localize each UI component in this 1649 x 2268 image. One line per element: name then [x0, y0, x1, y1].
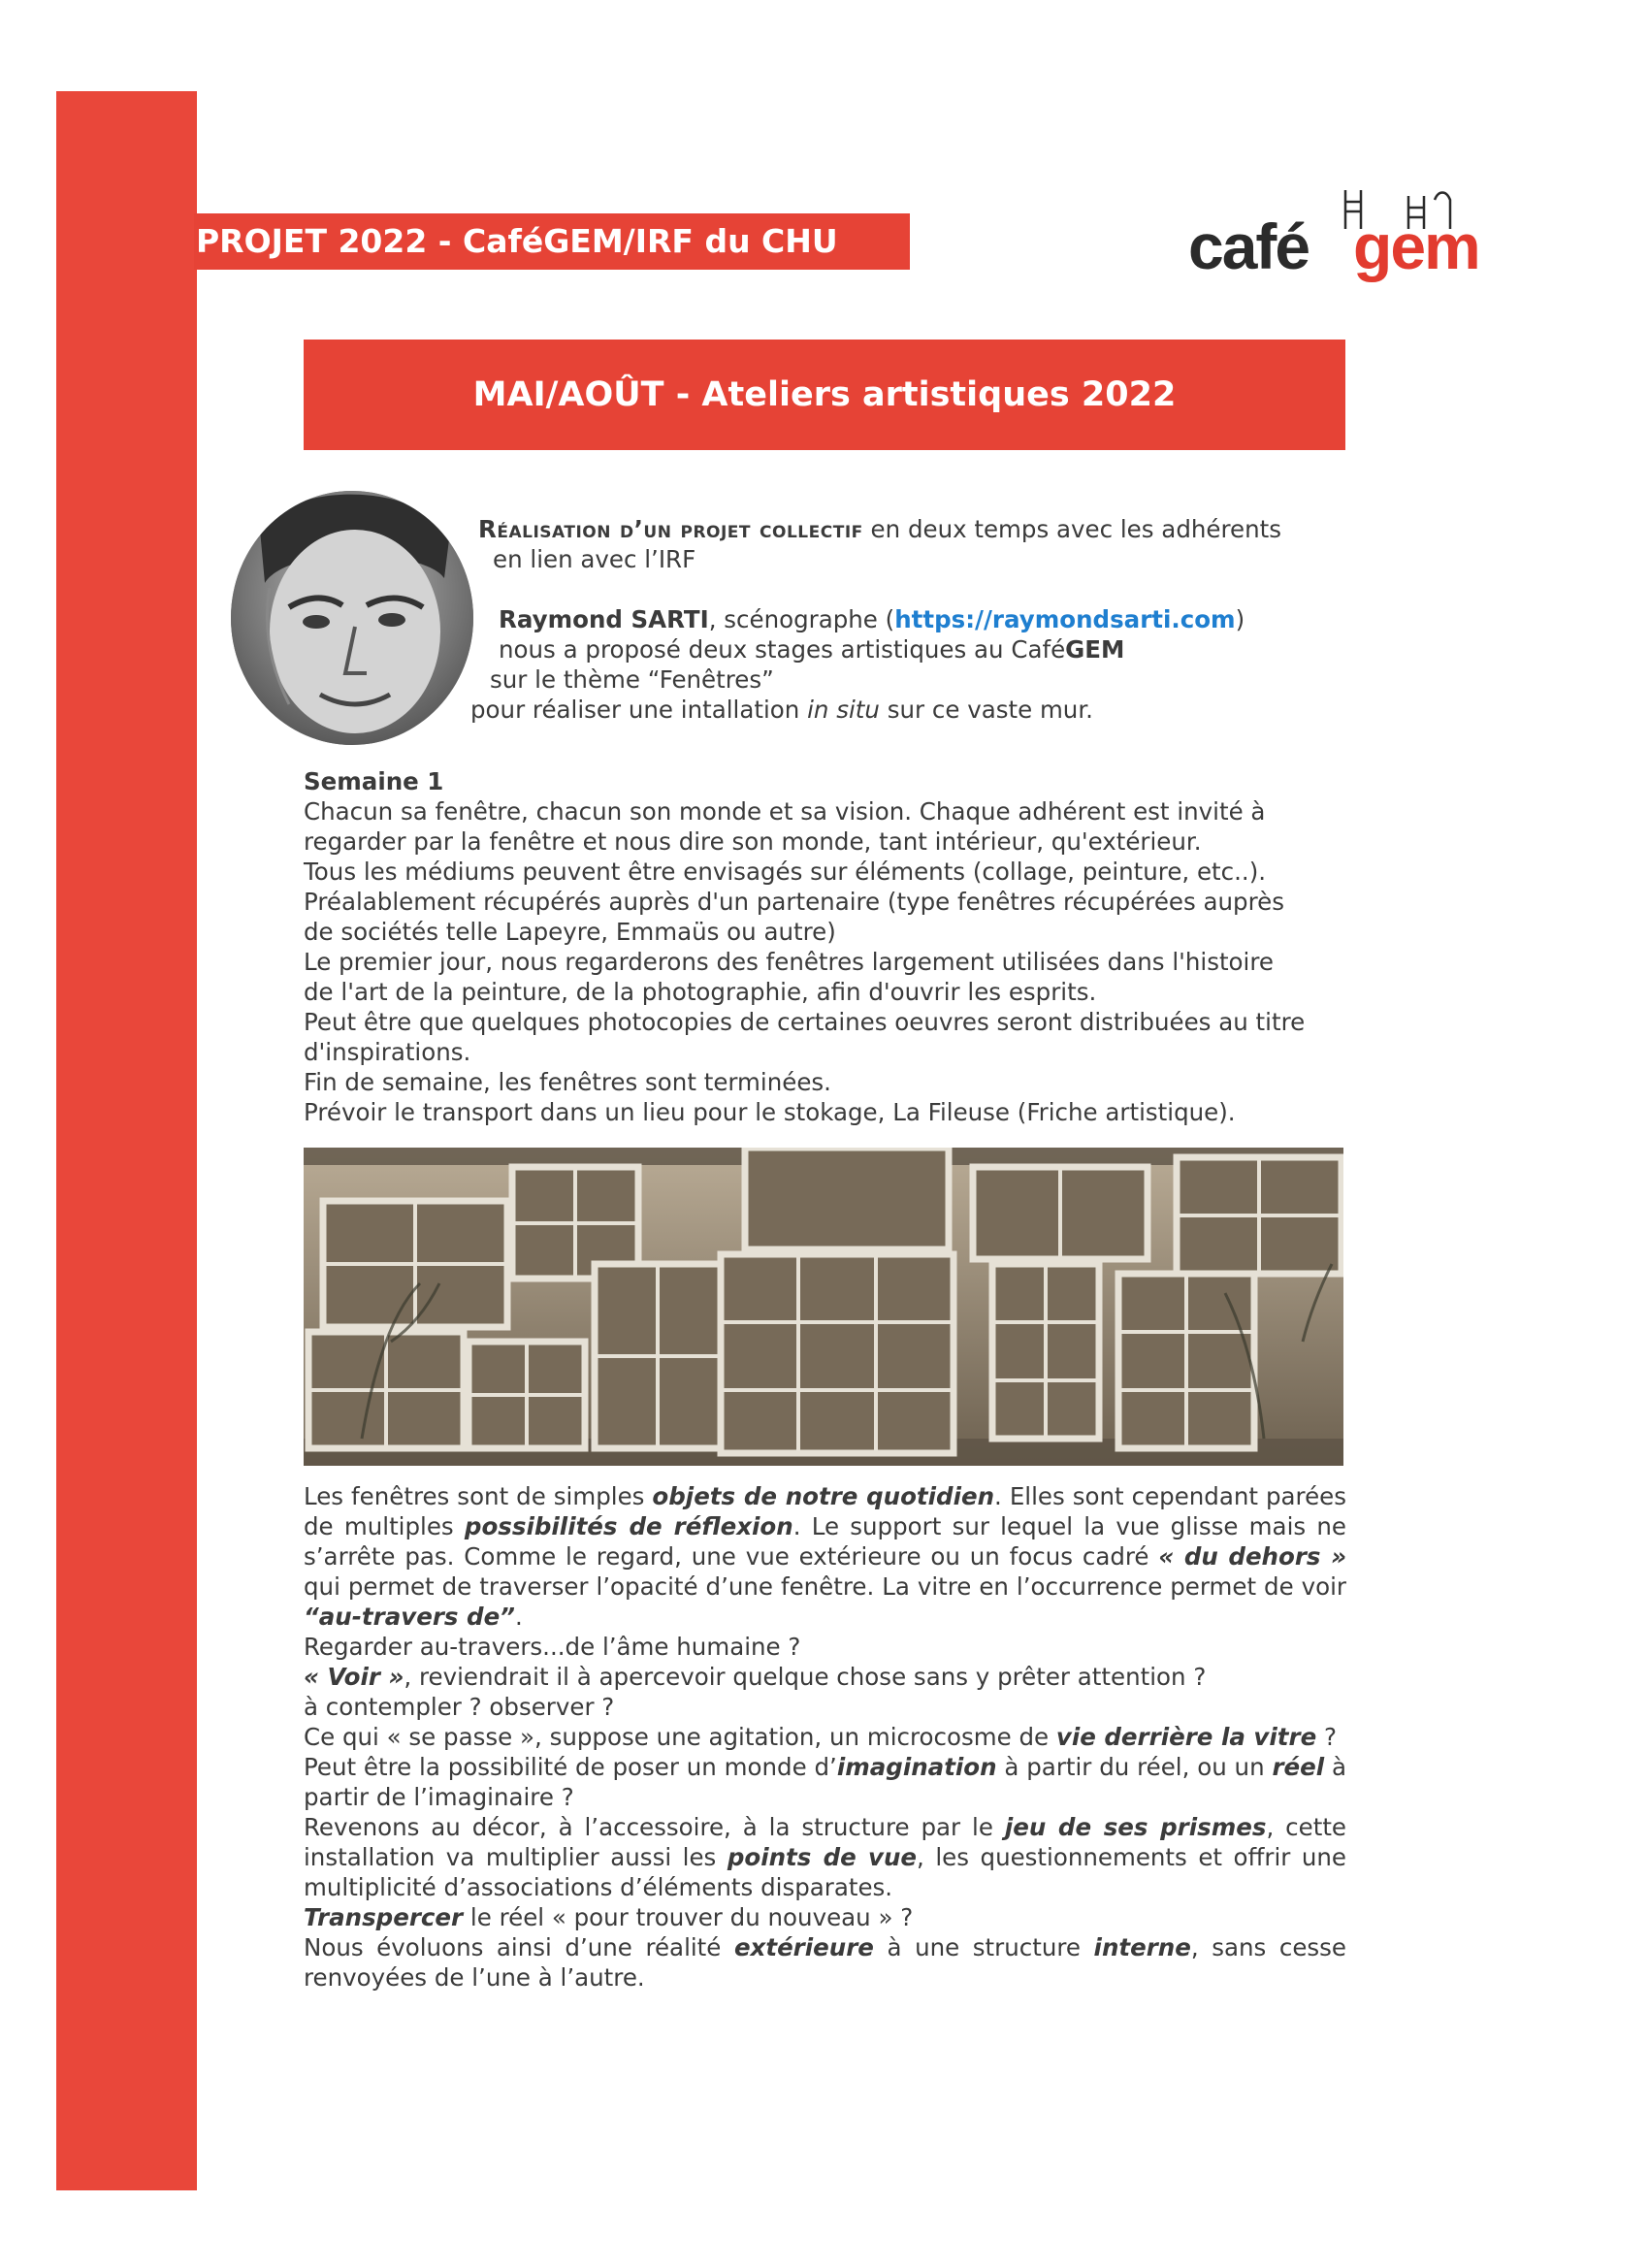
essay-text: Les fenêtres sont de simples	[304, 1482, 653, 1510]
intro-line6a: pour réaliser une intallation	[470, 696, 808, 724]
intro-line2: en lien avec l’IRF	[493, 545, 696, 573]
artist-name: Raymond SARTI	[499, 605, 709, 633]
intro-line4a: nous a proposé deux stages artistiques au Café	[499, 635, 1066, 664]
intro-line4b: GEM	[1065, 635, 1125, 664]
essay-text: qui permet de traverser l’opacité d’une fenêtre. La vitre en l’occurrence permet de voir	[304, 1572, 1346, 1601]
essay-text: , sans cesse renvoyées de l’une à l’autre.	[304, 1933, 1346, 1992]
essay-emphasis: points de vue	[727, 1843, 918, 1871]
essay-line	[304, 1722, 1346, 1752]
essay-text: à partir de l’imaginaire ?	[304, 1753, 1346, 1811]
week1-section	[304, 766, 1346, 1127]
week1-heading: Semaine 1	[304, 767, 444, 795]
essay-emphasis: extérieure	[733, 1933, 874, 1961]
essay-emphasis: « du dehors »	[1158, 1542, 1347, 1571]
essay-line	[304, 1932, 1346, 1993]
week1-line: Chacun sa fenêtre, chacun son monde et sa vision. Chaque adhérent est invité à	[304, 797, 1266, 826]
week1-line: Fin de semaine, les fenêtres sont terminées.	[304, 1068, 831, 1096]
essay-line	[304, 1752, 1346, 1812]
essay-text: le réel « pour trouver du nouveau » ?	[463, 1903, 914, 1931]
artist-website-link[interactable]: https://raymondsarti.com	[894, 605, 1236, 633]
intro-line6b: in situ	[807, 696, 880, 724]
page-title: MAI/AOÛT - Ateliers artistiques 2022	[304, 340, 1345, 450]
red-sidebar-stripe	[56, 91, 197, 2190]
essay-text: Nous évoluons ainsi d’une réalité	[304, 1933, 734, 1961]
essay-line	[304, 1812, 1346, 1902]
essay-line: Regarder au-travers...de l’âme humaine ?	[304, 1633, 801, 1661]
intro-text	[466, 514, 1368, 725]
artist-role-close: )	[1235, 605, 1245, 633]
essay-emphasis: « Voir »	[304, 1663, 404, 1691]
essay-emphasis: Transpercer	[304, 1903, 464, 1931]
logo-text-cafe: café	[1188, 211, 1310, 282]
essay-line	[304, 1662, 1346, 1692]
intro-line5: sur le thème “Fenêtres”	[490, 665, 774, 694]
week1-line: Prévoir le transport dans un lieu pour le stokage, La Fileuse (Friche artistique).	[304, 1098, 1236, 1126]
essay-text: . Elles sont cependant parées de multiples	[304, 1482, 1347, 1540]
essay-emphasis: possibilités de réflexion	[464, 1512, 793, 1540]
week1-line: Peut être que quelques photocopies de certaines oeuvres seront distribuées au titre	[304, 1008, 1306, 1036]
essay-emphasis: vie derrière la vitre	[1055, 1723, 1317, 1751]
windows-wall-photo	[304, 1148, 1343, 1466]
essay-section	[304, 1481, 1346, 1993]
week1-line: Préalablement récupérés auprès d'un partenaire (type fenêtres récupérées auprès	[304, 888, 1284, 916]
essay-line	[304, 1902, 1346, 1932]
portrait-photo	[231, 491, 473, 745]
essay-text: , cette installation va multiplier aussi les	[304, 1813, 1347, 1871]
essay-text: Revenons au décor, à l’accessoire, à la structure par le	[304, 1813, 1005, 1841]
week1-line: de sociétés telle Lapeyre, Emmaüs ou autre)	[304, 918, 836, 946]
essay-line: à contempler ? observer ?	[304, 1693, 615, 1721]
project-banner: PROJET 2022 - CaféGEM/IRF du CHU	[194, 213, 910, 270]
essay-emphasis: interne	[1093, 1933, 1191, 1961]
intro-line1-rest: en deux temps avec les adhérents	[862, 515, 1281, 543]
week1-line: de l'art de la peinture, de la photographie, afin d'ouvrir les esprits.	[304, 978, 1097, 1006]
cafegem-logo	[1188, 182, 1479, 282]
logo-text-gem: gem	[1353, 211, 1479, 282]
week1-line: Tous les médiums peuvent être envisagés sur éléments (collage, peinture, etc..).	[304, 858, 1267, 886]
essay-emphasis: réel	[1272, 1753, 1325, 1781]
intro-caps: Réalisation d’un projet collectif	[478, 515, 863, 543]
essay-emphasis: objets de notre quotidien	[652, 1482, 995, 1510]
essay-text: , les questionnements et offrir une multiplicité d’associations d’éléments disparates.	[304, 1843, 1346, 1901]
week1-line: Le premier jour, nous regarderons des fenêtres largement utilisées dans l'histoire	[304, 948, 1274, 976]
essay-text: . Le support sur lequel la vue glisse mais ne s’arrête pas. Comme le regard, une vue extérieure ou un focus cadré	[304, 1512, 1346, 1571]
intro-line6c: sur ce vaste mur.	[879, 696, 1093, 724]
essay-paragraph	[304, 1481, 1346, 1632]
essay-text: à une structure	[873, 1933, 1094, 1961]
week1-line: d'inspirations.	[304, 1038, 471, 1066]
artist-role: , scénographe (	[708, 605, 895, 633]
essay-text: à partir du réel, ou un	[996, 1753, 1273, 1781]
essay-text: ?	[1316, 1723, 1337, 1751]
essay-text: Ce qui « se passe », suppose une agitation, un microcosme de	[304, 1723, 1056, 1751]
essay-text: .	[514, 1603, 523, 1631]
essay-emphasis: jeu de ses prismes	[1004, 1813, 1267, 1841]
week1-line: regarder par la fenêtre et nous dire son monde, tant intérieur, qu'extérieur.	[304, 827, 1202, 856]
essay-emphasis: “au-travers de”	[304, 1603, 515, 1631]
essay-emphasis: imagination	[836, 1753, 997, 1781]
essay-text: , reviendrait il à apercevoir quelque chose sans y prêter attention ?	[404, 1663, 1207, 1691]
essay-text: Peut être la possibilité de poser un monde d’	[304, 1753, 837, 1781]
